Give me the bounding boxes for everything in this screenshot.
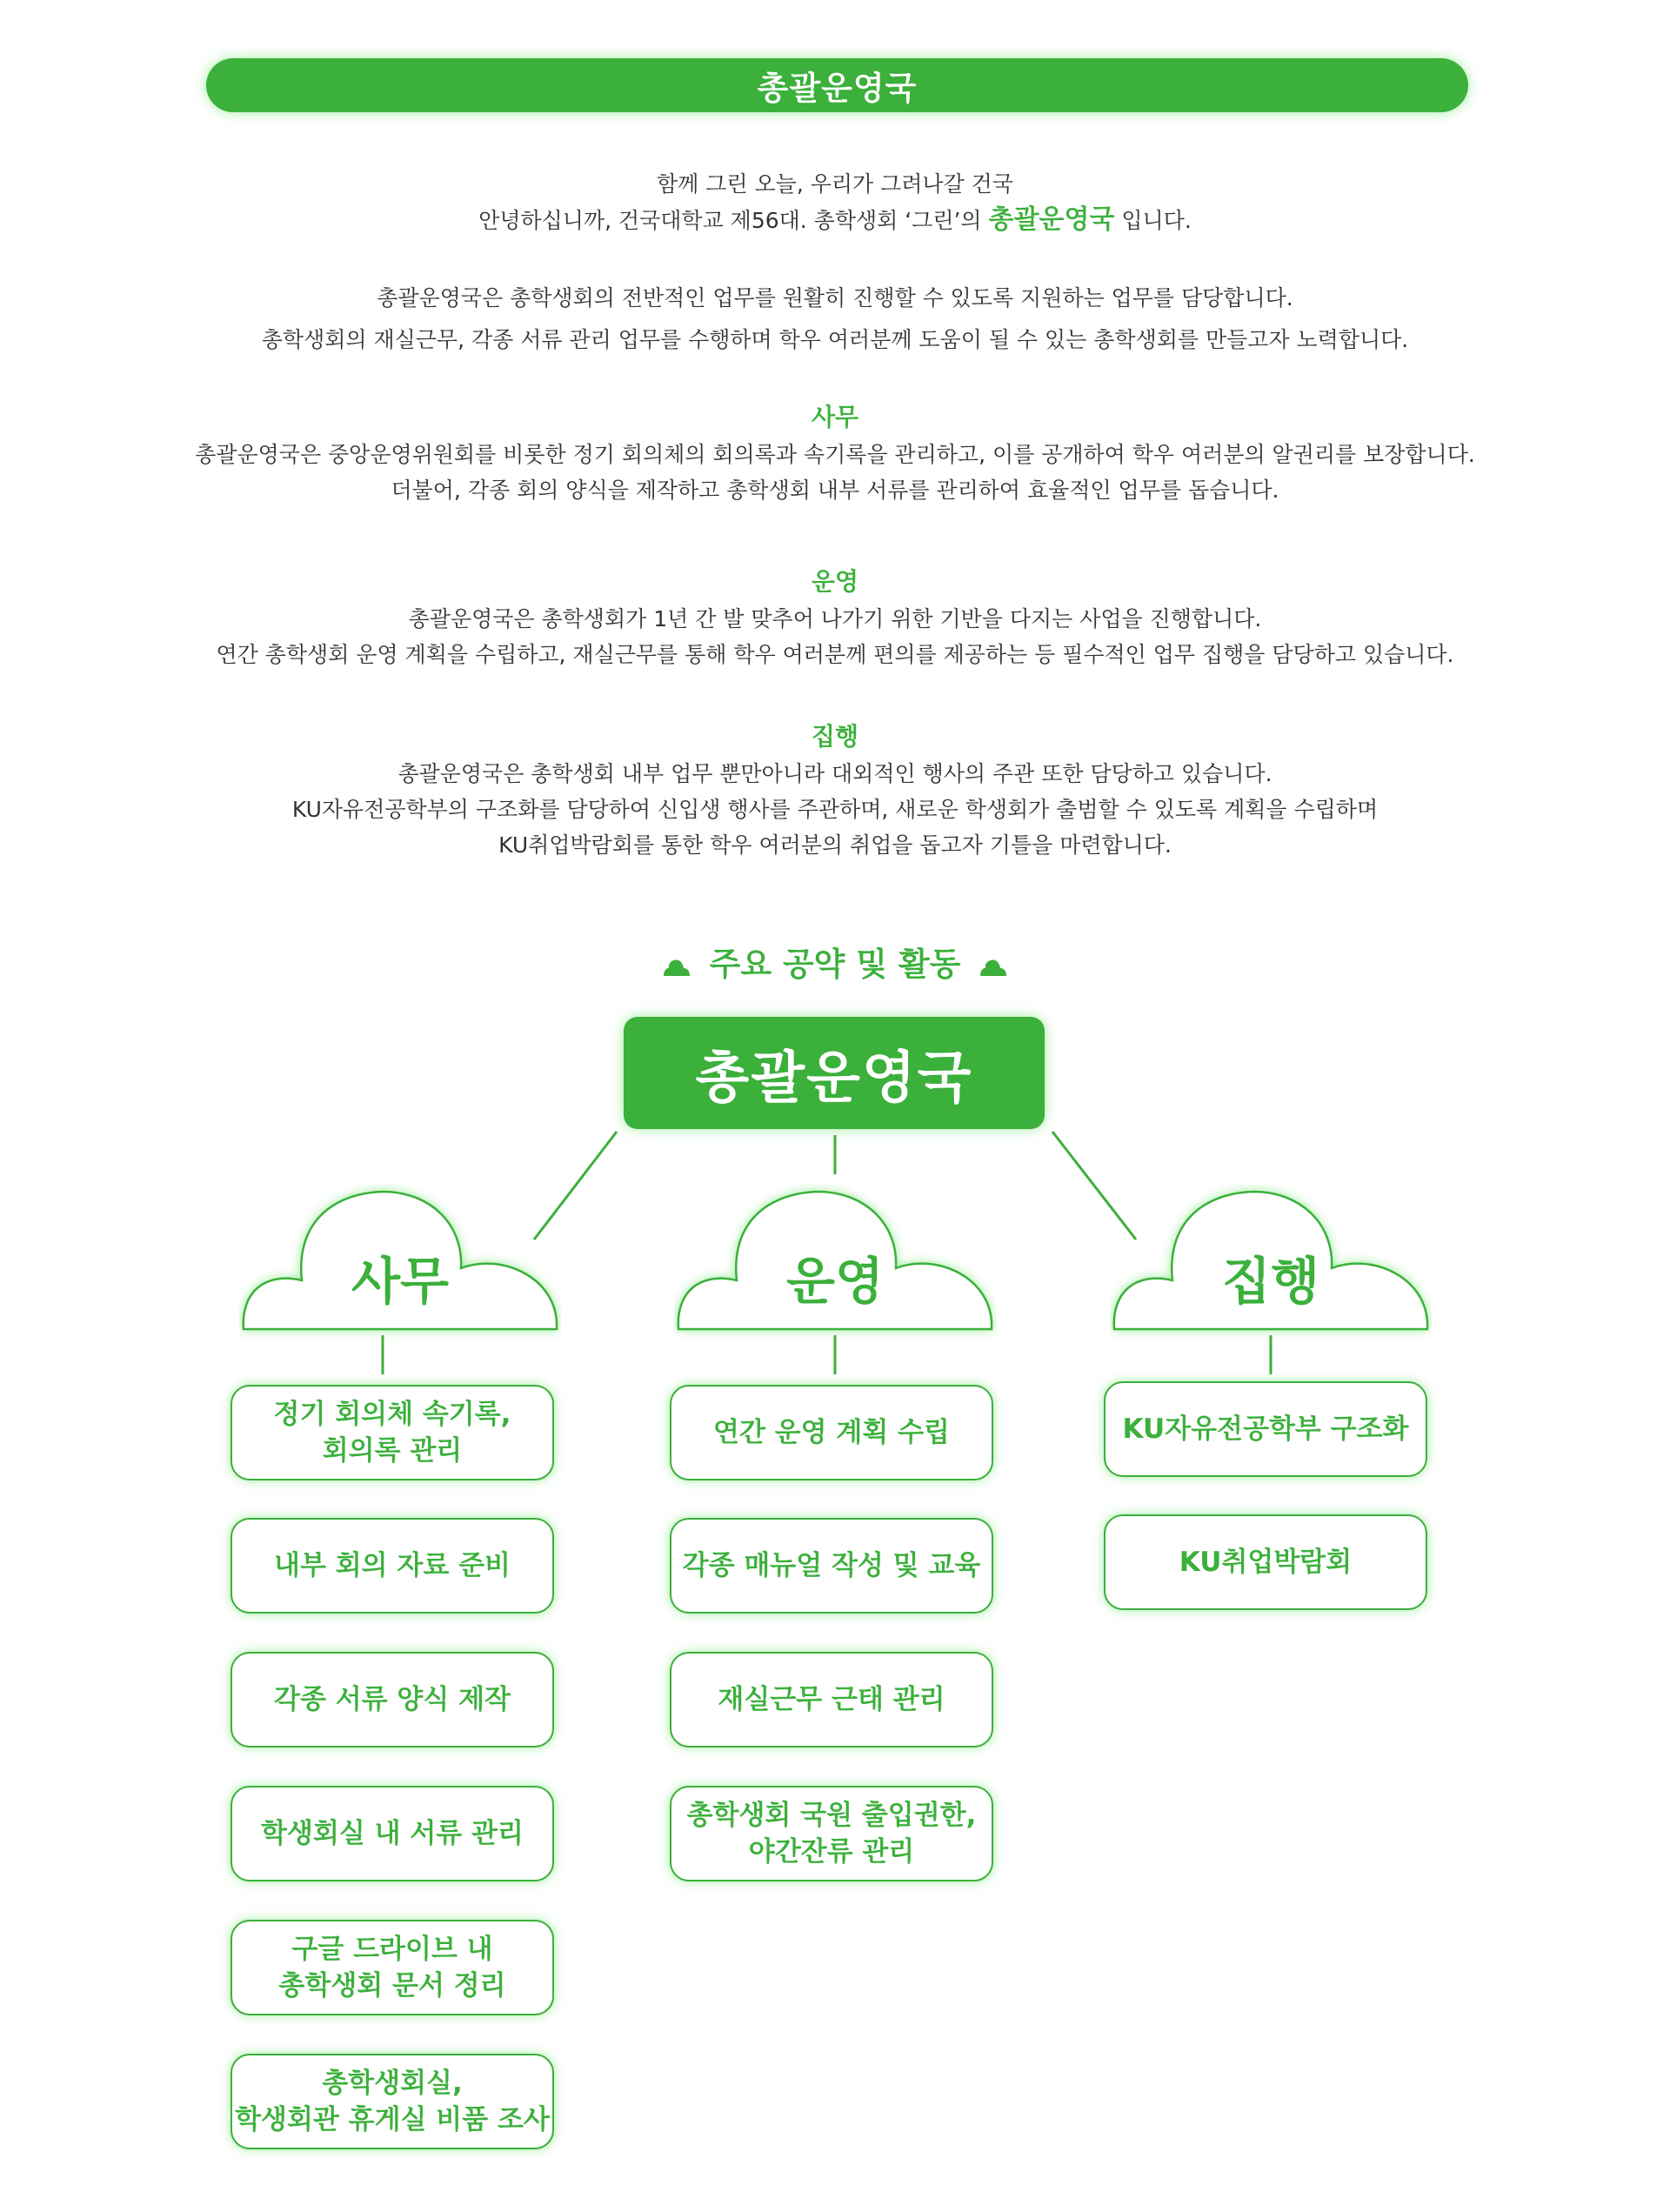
activity-item: KU자유전공학부 구조화 xyxy=(1104,1381,1427,1477)
cloud-unyeong xyxy=(674,1183,996,1340)
section-title: 사무 xyxy=(811,403,859,431)
intro-line-1: 함께 그린 오늘, 우리가 그려나갈 건국 xyxy=(657,171,1013,197)
activity-item: 각종 매뉴얼 작성 및 교육 xyxy=(670,1518,993,1614)
section-line: KU취업박람회를 통한 학우 여러분의 취업을 돕고자 기틀을 마련합니다. xyxy=(498,832,1172,858)
activity-item: 구글 드라이브 내 총학생회 문서 정리 xyxy=(230,1920,554,2015)
section-line: 총괄운영국은 중앙운영위원회를 비롯한 정기 회의체의 회의록과 속기록을 관리하고, 이를 공개하여 학우 여러분의 알권리를 보장합니다. xyxy=(195,442,1475,467)
section-line: 더불어, 각종 회의 양식을 제작하고 총학생회 내부 서류를 관리하여 효율적인 업무를 돕습니다. xyxy=(391,478,1279,503)
activity-item: KU취업박람회 xyxy=(1104,1514,1427,1610)
activity-item: 정기 회의체 속기록, 회의록 관리 xyxy=(230,1385,554,1480)
intro-line-2: 안녕하십니까, 건국대학교 제56대. 총학생회 ‘그린’의 총괄운영국 입니다. xyxy=(478,204,1192,235)
cloud-jiphaeng xyxy=(1110,1183,1432,1340)
activity-item: 총학생회실, 학생회관 휴게실 비품 조사 xyxy=(230,2054,554,2149)
activity-item: 내부 회의 자료 준비 xyxy=(230,1518,554,1614)
section-line: 총괄운영국은 총학생회 내부 업무 뿐만아니라 대외적인 행사의 주관 또한 담당하고 있습니다. xyxy=(397,761,1273,786)
activity-item: 학생회실 내 서류 관리 xyxy=(230,1786,554,1881)
intro-line-3: 총괄운영국은 총학생회의 전반적인 업무를 원활히 진행할 수 있도록 지원하는 업무를 담당합니다. xyxy=(377,285,1293,311)
activity-item: 연간 운영 계획 수립 xyxy=(670,1385,993,1480)
activity-item: 각종 서류 양식 제작 xyxy=(230,1652,554,1748)
cloud-label: 운영 xyxy=(785,1252,885,1311)
activity-item: 재실근무 근태 관리 xyxy=(670,1652,993,1748)
cloud-label: 사무 xyxy=(351,1252,450,1311)
cloud-samu xyxy=(239,1183,561,1340)
section-line: KU자유전공학부의 구조화를 담당하여 신입생 행사를 주관하며, 새로운 학생회가 출범할 수 있도록 계획을 수립하며 xyxy=(291,797,1379,822)
activity-item: 총학생회 국원 출입권한, 야간잔류 관리 xyxy=(670,1786,993,1881)
cloud-label: 집행 xyxy=(1221,1252,1320,1311)
section-line: 연간 총학생회 운영 계획을 수립하고, 재실근무를 통해 학우 여러분께 편의를 제공하는 등 필수적인 업무 집행을 담당하고 있습니다. xyxy=(216,642,1454,667)
org-root-label: 총괄운영국 xyxy=(695,1046,973,1111)
intro-line-4: 총학생회의 재실근무, 각종 서류 관리 업무를 수행하며 학우 여러분께 도움이 될 수 있는 총학생회를 만들고자 노력합니다. xyxy=(261,327,1409,352)
section-line: 총괄운영국은 총학생회가 1년 간 발 맞추어 나가기 위한 기반을 다지는 사업을 진행합니다. xyxy=(408,606,1262,632)
header-title: 총괄운영국 xyxy=(757,70,918,107)
activities-title: 주요 공약 및 활동 xyxy=(709,946,961,983)
org-root xyxy=(624,1017,1045,1129)
intro-highlight: 총괄운영국 xyxy=(988,204,1115,235)
section-title: 집행 xyxy=(811,722,859,751)
section-title: 운영 xyxy=(811,567,859,596)
